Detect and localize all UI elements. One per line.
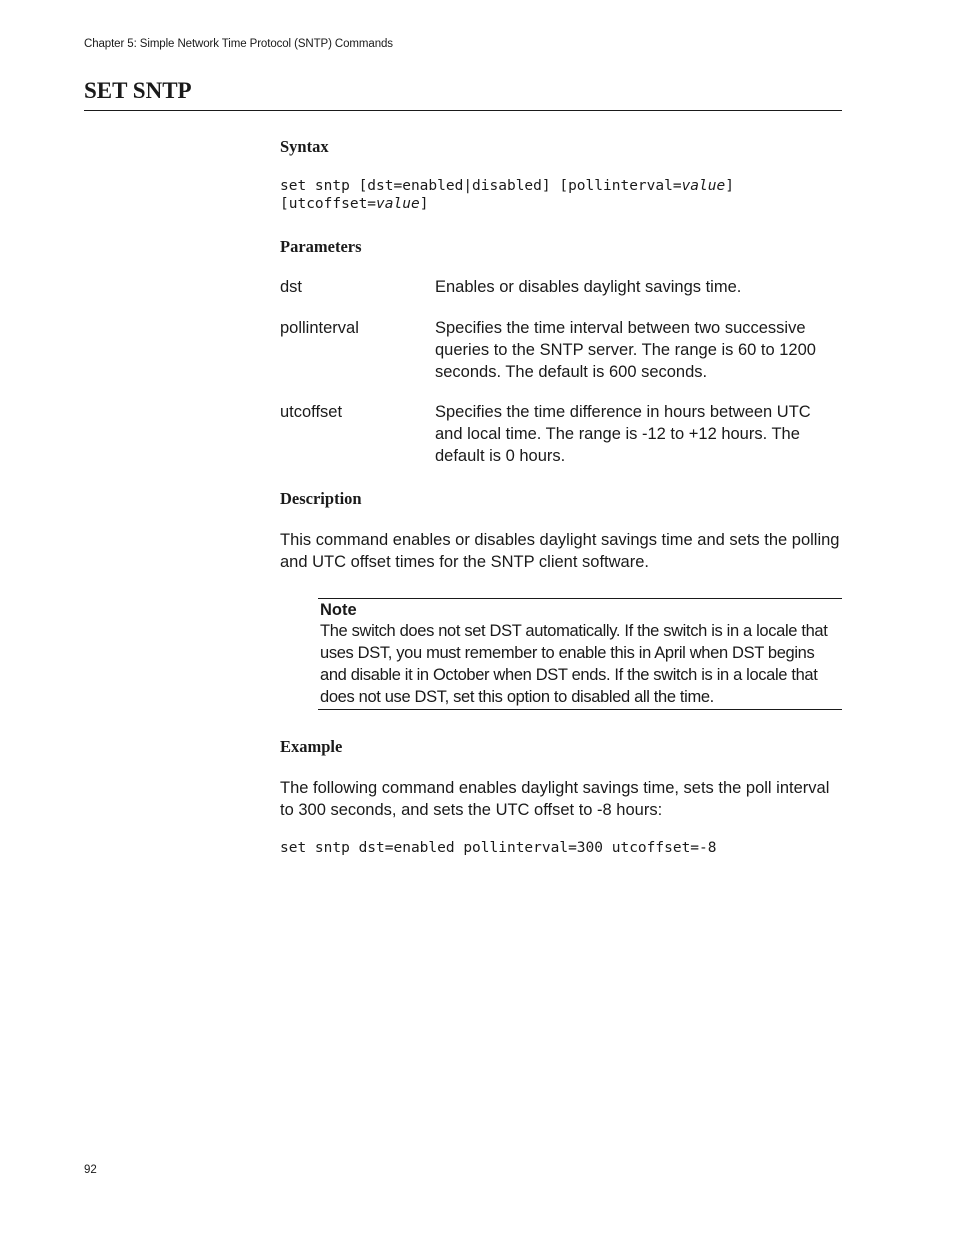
syntax-line1-prefix: set sntp [dst=enabled|disabled] [pollinterval= [280,178,682,194]
param-name-dst: dst [280,278,303,296]
syntax-line1-suffix: ] [725,178,734,194]
param-desc-pollinterval: Specifies the time interval between two successive queries to the SNTP server. The range is 60 to 1200 seconds. The default is 600 seconds. [435,319,816,381]
description-text: This command enables or disables daylight savings time and sets the polling and UTC offset times for the SNTP client software. [280,531,840,571]
example-command: set sntp dst=enabled pollinterval=300 utcoffset=-8 [280,840,717,856]
syntax-line2-prefix: [utcoffset= [280,196,377,212]
title-divider [84,110,842,111]
param-desc-dst: Enables or disables daylight savings time. [435,278,742,296]
running-header: Chapter 5: Simple Network Time Protocol (SNTP) Commands [84,38,393,50]
syntax-line2-suffix: ] [419,196,429,212]
syntax-heading: Syntax [280,137,329,156]
page-number: 92 [84,1164,97,1176]
syntax-line1-arg: value [681,178,726,194]
syntax-code [280,177,734,213]
param-name-pollinterval: pollinterval [280,319,359,337]
syntax-line2-arg: value [376,196,420,212]
page-title: SET SNTP [84,78,192,103]
description-heading: Description [280,489,362,508]
example-heading: Example [280,737,343,756]
example-text: The following command enables daylight savings time, sets the poll interval to 300 seconds, and sets the UTC offset to -8 hours: [280,779,830,819]
parameters-heading: Parameters [280,237,362,256]
param-name-utcoffset: utcoffset [280,403,343,421]
note-text: The switch does not set DST automatically. If the switch is in a locale that uses DST, you must remember to enable this in April when DST begins and disable it in October when DST ends. If the switch is in a locale that does not use DST, set this option to disabled all the time. [320,622,828,706]
note-label: Note [320,601,357,619]
param-desc-utcoffset: Specifies the time difference in hours between UTC and local time. The range is -12 to +12 hours. The default is 0 hours. [435,403,811,465]
